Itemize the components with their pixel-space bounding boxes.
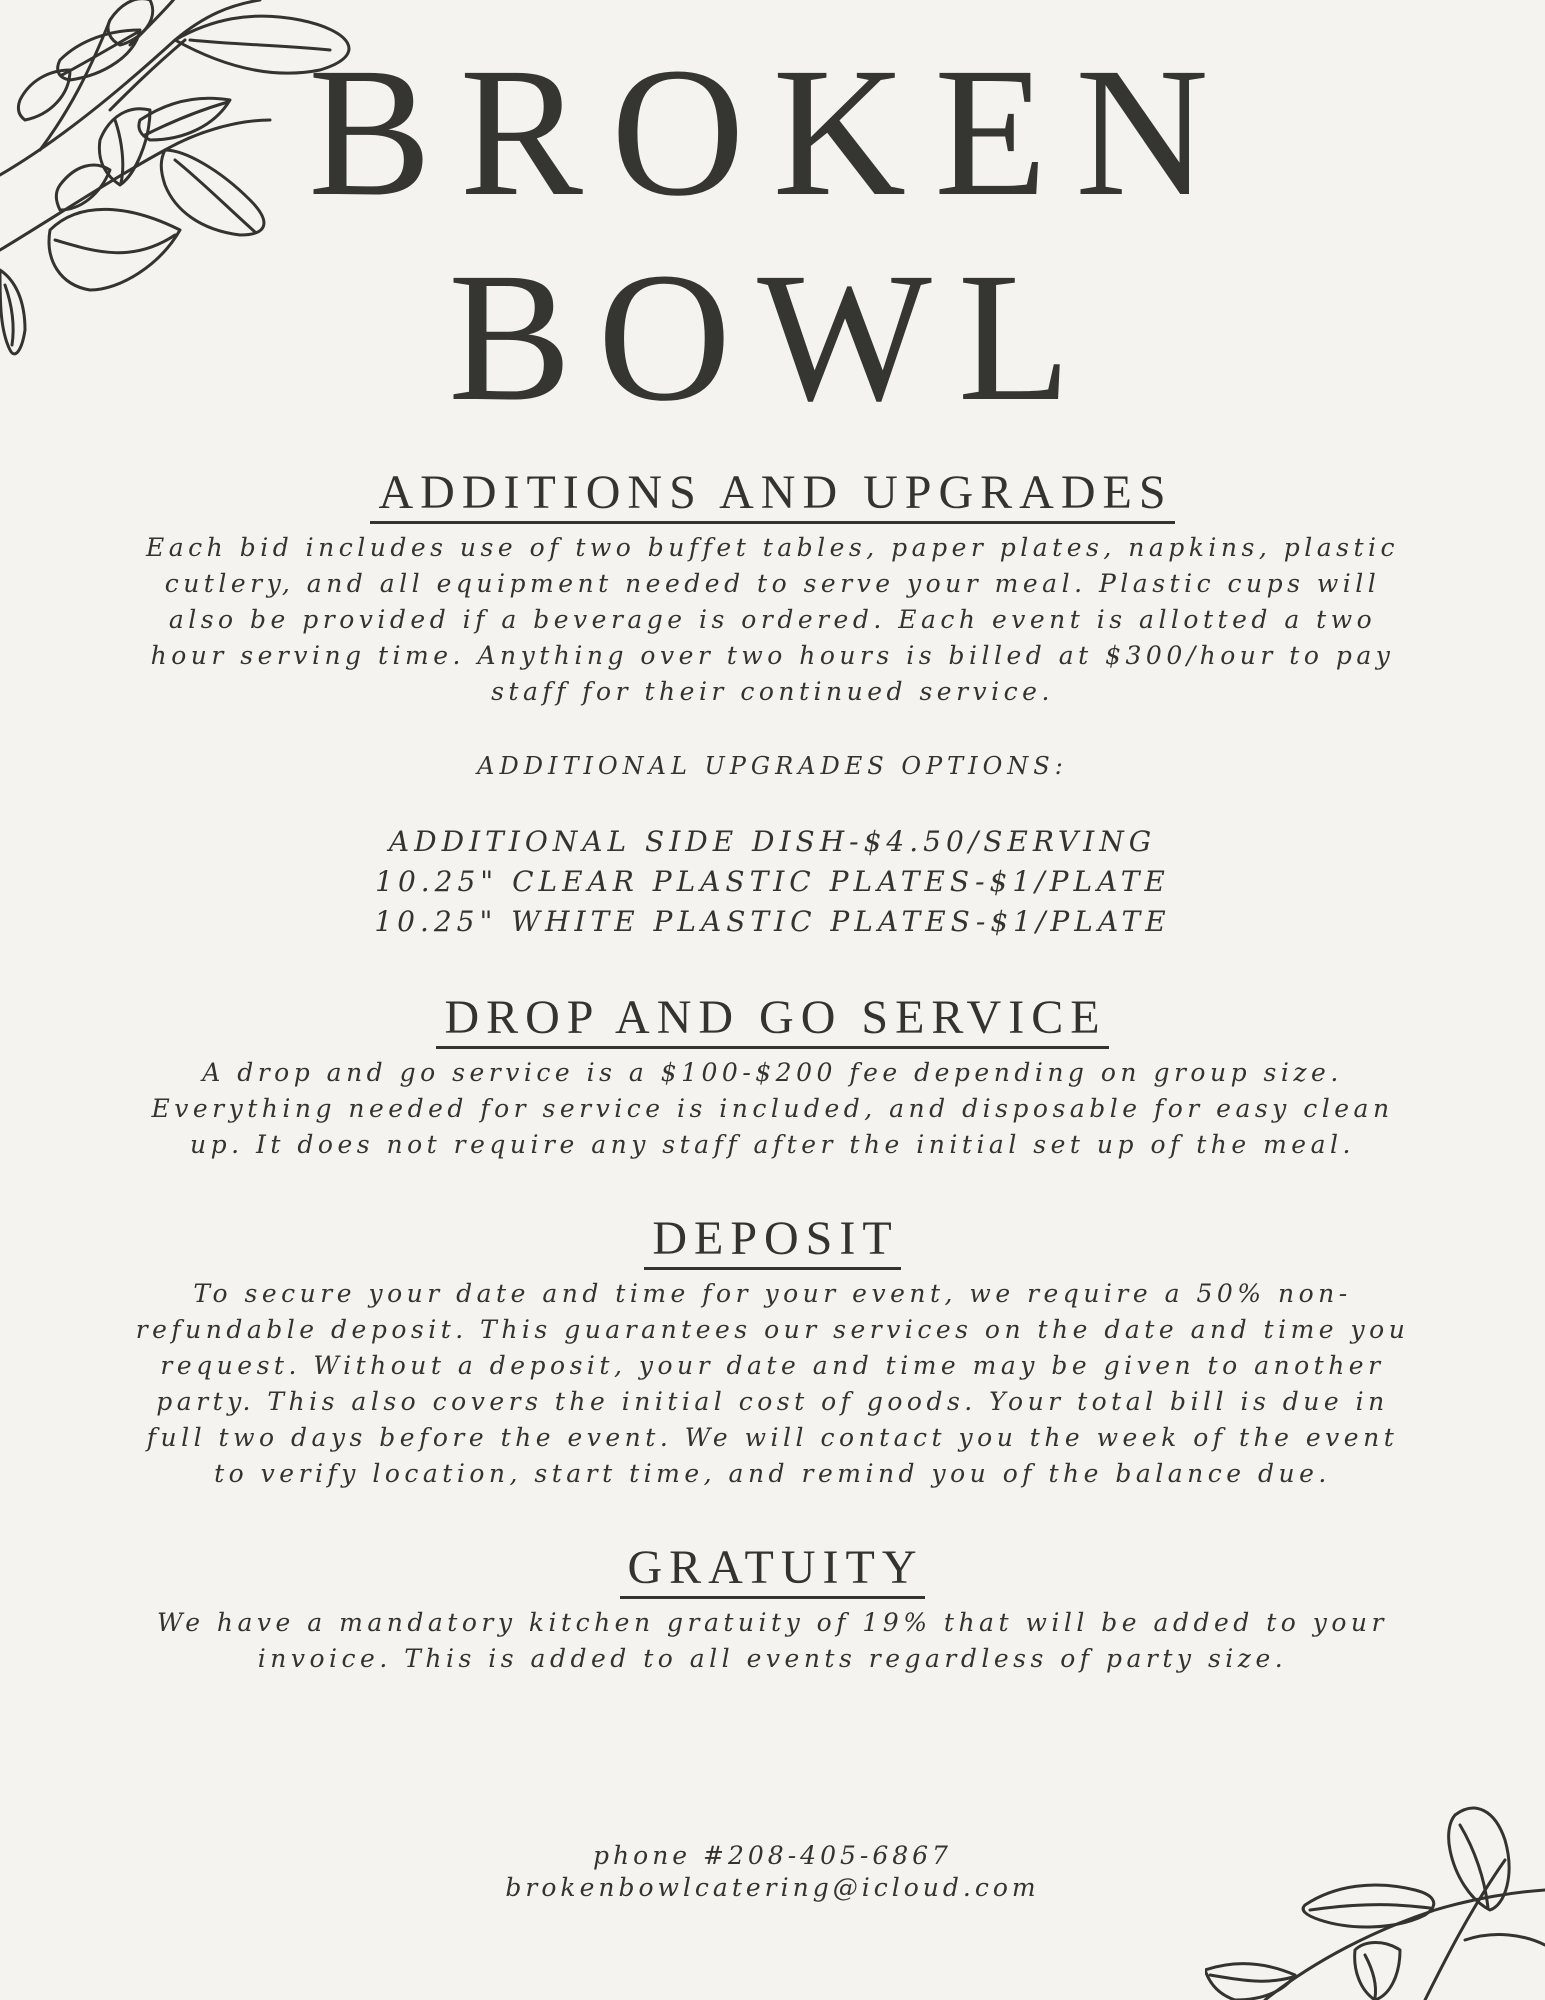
section-gratuity (130, 1540, 1415, 1677)
contact-footer (0, 1840, 1545, 1904)
upgrade-options-list (130, 822, 1415, 942)
section-heading-gratuity: GRATUITY (620, 1540, 926, 1599)
section-body-drop-and-go: A drop and go service is a $100-$200 fee depending on group size. Everything needed for service is included, and disposable for easy clean up. It does not require any staff after the initial set up of the meal. (151, 1058, 1394, 1159)
section-deposit (130, 1211, 1415, 1492)
upgrade-option: ADDITIONAL SIDE DISH-$4.50/SERVING (388, 825, 1157, 858)
brand-title-line-2: BOWL (448, 235, 1097, 440)
contact-phone: phone #208-405-6867 (593, 1841, 952, 1870)
section-heading-deposit: DEPOSIT (644, 1211, 900, 1270)
brand-title (0, 30, 1545, 440)
section-body-deposit: To secure your date and time for your event, we require a 50% non-refundable deposit. This guarantees our services on the date and time you request. Without a deposit, your date and time may be given to another party. This also covers the initial cost of goods. Your total bill is due in full two days before the event. We will contact you the week of the event to verify location, start time, and remind you of the balance due. (135, 1279, 1410, 1488)
menu-content (130, 465, 1415, 1677)
section-body-additions: Each bid includes use of two buffet tables, paper plates, napkins, plastic cutlery, and all equipment needed to serve your meal. Plastic cups will also be provided if a beverage is ordered. Each event is allotted a two hour serving time. Anything over two hours is billed at $300/hour to pay staff for their continued service. (146, 533, 1399, 706)
section-heading-additions: ADDITIONS AND UPGRADES (370, 465, 1174, 524)
upgrade-option: 10.25" WHITE PLASTIC PLATES-$1/PLATE (374, 905, 1171, 938)
section-body-gratuity: We have a mandatory kitchen gratuity of 19% that will be added to your invoice. This is added to all events regardless of party size. (157, 1608, 1388, 1673)
brand-title-line-1: BROKEN (308, 30, 1237, 235)
upgrade-options-label: ADDITIONAL UPGRADES OPTIONS: (477, 752, 1068, 780)
section-additions (130, 465, 1415, 942)
contact-email: brokenbowlcatering@icloud.com (505, 1873, 1040, 1902)
section-drop-and-go (130, 990, 1415, 1163)
upgrade-option: 10.25" CLEAR PLASTIC PLATES-$1/PLATE (375, 865, 1170, 898)
section-heading-drop-and-go: DROP AND GO SERVICE (436, 990, 1108, 1049)
